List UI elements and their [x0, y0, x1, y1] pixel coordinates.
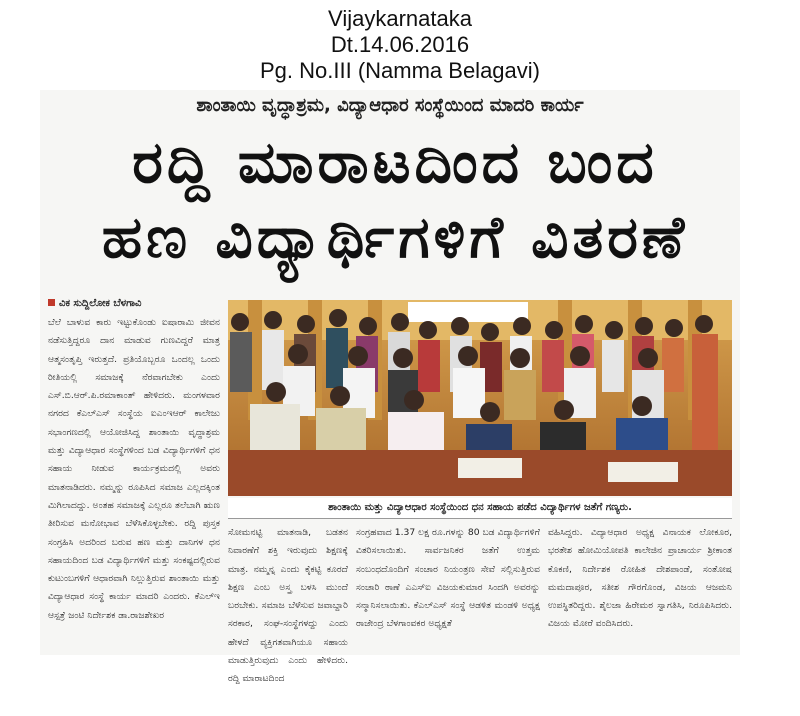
headline-line-2: ಹಣ ವಿದ್ಯಾರ್ಥಿಗಳಿಗೆ ವಿತರಣೆ [101, 203, 689, 271]
column-1-text: ಬೆಲೆ ಬಾಳುವ ಕಾರು ಇಟ್ಟುಕೊಂಡು ಐಷಾರಾಮಿ ಜೀವನ ನಡೆಸುತ್ತಿದ್ದರೂ ದಾನ ಮಾಡುವ ಗುಣವಿದ್ದರೆ ಮಾತ್ರ ಆತ್ಮಸಂತೃಪ್ತಿ ಇರುತ್ತದೆ. ಪ್ರತಿಯೊಬ್ಬರೂ ಒಂದಲ್ಲ ಒಂದು ರೀತಿಯಲ್ಲಿ ಸಮಾಜಕ್ಕೆ ನೆರವಾಗಬೇಕು ಎಂದು ಎಸ್.ಬಿ.ಆರ್.ಪಿ.ರಮಾಕಾಂತ್ ಹೇಳಿದರು. ಮಂಗಳವಾರ ನಗರದ ಕೆಎಲ್‌ಎಸ್ ಸಂಸ್ಥೆಯ ಐಎಂಇಆರ್ ಕಾಲೇಜು ಸಭಾಂಗಣದಲ್ಲಿ ಆಯೋಜಿಸಿದ್ದ ಶಾಂತಾಯಿ ವೃದ್ಧಾಶ್ರಮ ಮತ್ತು ವಿದ್ಯಾಆಧಾರ ಸಂಸ್ಥೆಗಳಿಂದ ಬಡ ವಿದ್ಯಾರ್ಥಿಗಳಿಗೆ ಧನ ಸಹಾಯ ನೀಡುವ ಕಾರ್ಯಕ್ರಮದಲ್ಲಿ ಅವರು ಮಾತನಾಡಿದರು. ನಮ್ಮನ್ನು ರೂಪಿಸಿದ ಸಮಾಜ ಎಲ್ಲದಕ್ಕಿಂತ ಮಿಗಿಲಾದದ್ದು. ಅಂತಹ ಸಮಾಜಕ್ಕೆ ಎಲ್ಲರೂ ತಲೆಬಾಗಿ ಋಣ ತೀರಿಸುವ ಮನೋಭಾವ ಬೆಳೆಸಿಕೊಳ್ಳಬೇಕು. ರದ್ದಿ ಪುಸ್ತಕ ಸಂಗ್ರಹಿಸಿ ಅದರಿಂದ ಬರುವ ಹಣ ಮತ್ತು ದಾನಿಗಳ ಧನ ಸಹಾಯದಿಂದ ಬಡ ವಿದ್ಯಾರ್ಥಿಗಳಿಗೆ ಮತ್ತು ಸಂಕಷ್ಟದಲ್ಲಿರುವ ಕುಟುಂಬಗಳಿಗೆ ಆಧಾರವಾಗಿ ನಿಲ್ಲುತ್ತಿರುವ ಶಾಂತಾಯಿ ಮತ್ತು ವಿದ್ಯಾಆಧಾರ ಸಂಸ್ಥೆ ಕಾರ್ಯ ಮಾದರಿ ಎಂದರು. ಕೆಎಲ್‌ಇ ಆಸ್ಪತ್ರೆ ಜಂಟಿ ನಿರ್ದೇಶಕ ಡಾ.ರಾಜಶೇಖರ [48, 317, 220, 621]
byline-text: ವಿಕ ಸುದ್ದಿಲೋಕ ಬೆಳಗಾವಿ [59, 298, 142, 309]
article-column-3 [356, 524, 540, 652]
photo-caption: ಶಾಂತಾಯಿ ಮತ್ತು ವಿದ್ಯಾಆಧಾರ ಸಂಸ್ಥೆಯಿಂದ ಧನ ಸಹಾಯ ಪಡೆದ ವಿದ್ಯಾರ್ಥಿಗಳ ಜತೆಗೆ ಗಣ್ಯರು. [228, 498, 732, 518]
byline [48, 298, 141, 309]
page-reference: Pg. No.III (Namma Belagavi) [260, 58, 540, 83]
article-column-2 [228, 524, 348, 685]
article-kicker: ಶಾಂತಾಯಿ ವೃದ್ಧಾಶ್ರಮ, ವಿದ್ಯಾಆಧಾರ ಸಂಸ್ಥೆಯಿಂದ ಮಾದರಿ ಕಾರ್ಯ [196, 95, 584, 116]
headline-line-1: ರದ್ದಿ ಮಾರಾಟದಿಂದ ಬಂದ [132, 128, 658, 196]
newspaper-name: Vijaykarnataka [328, 6, 472, 31]
publication-date: Dt.14.06.2016 [330, 32, 470, 57]
column-4-text: ವಹಿಸಿದ್ದರು. ವಿದ್ಯಾಆಧಾರ ಅಧ್ಯಕ್ಷ ವಿನಾಯಕ ಲೋಕೂರ, ಭರತೇಶ ಹೋಮಿಯೋಪತಿ ಕಾಲೇಜಿನ ಪ್ರಾಚಾರ್ಯ ಶ್ರೀಕಾಂತ ಕೊಕಣಿ, ನಿರ್ದೇಶಕ ರೋಹಿತ ದೇಶಪಾಂಡೆ, ಸಂತೋಷ ಮಮದಾಪೂರ, ಸತೀಶ ಗೌರಗೊಂಡ, ವಿಜಯ ಆಜಮನಿ ಉಪಸ್ಥಿತರಿದ್ದರು. ಶೈಲಜಾ ಹಿರೇಮಠ ಸ್ವಾಗತಿಸಿ, ನಿರೂಪಿಸಿದರು. ವಿಜಯ ಮೋರೆ ವಂದಿಸಿದರು. [548, 527, 732, 630]
caption-divider [228, 518, 732, 519]
article-column-4 [548, 524, 732, 652]
column-3-text: ಸಂಗ್ರಹವಾದ 1.37 ಲಕ್ಷ ರೂ.ಗಳನ್ನು 80 ಬಡ ವಿದ್ಯಾರ್ಥಿಗಳಿಗೆ ವಿತರಿಸಲಾಯಿತು. ಸಾರ್ವಜನಿಕರ ಜತೆಗೆ ಉತ್ತಮ ಸಂಬಂಧದೊಂದಿಗೆ ಸಂಚಾರ ನಿಯಂತ್ರಣ ಸೇವೆ ಸಲ್ಲಿಸುತ್ತಿರುವ ಸಂಚಾರಿ ಠಾಣೆ ಎಎಸ್ಐ ವಿಜಯಕುಮಾರ ಸಿಂದಗಿ ಅವರನ್ನು ಸನ್ಮಾನಿಸಲಾಯಿತು. ಕೆಎಲ್‌ಎಸ್ ಸಂಸ್ಥೆ ಆಡಳಿತ ಮಂಡಳಿ ಅಧ್ಯಕ್ಷ ರಾಜೇಂದ್ರ ಬೆಳಗಾಂವಕರ ಅಧ್ಯಕ್ಷತೆ [356, 527, 540, 630]
byline-marker [48, 299, 55, 306]
column-2-text: ಸೋಮನಟ್ಟಿ ಮಾತನಾಡಿ, ಬಡತನ ನಿವಾರಣೆಗೆ ಶಕ್ತಿ ಇರುವುದು ಶಿಕ್ಷಣಕ್ಕೆ ಮಾತ್ರ. ನಮ್ಮನ್ನ ಎಂದು ಕೈಕಟ್ಟಿ ಕೂರದೆ ಶಿಕ್ಷಣ ಎಂಬ ಅಸ್ತ್ರ ಬಳಸಿ ಮುಂದೆ ಬರಬೇಕು. ಸಮಾಜ ಬೆಳೆಸುವ ಜವಾಬ್ದಾರಿ ಸರಕಾರ, ಸಂಘ-ಸಂಸ್ಥೆಗಳದ್ದು ಎಂದು ಹೇಳದೆ ವ್ಯಕ್ತಿಗತವಾಗಿಯೂ ಸಹಾಯ ಮಾಡುತ್ತಿರುವುದು ಎಂದು ಹೇಳಿದರು. ರದ್ದಿ ಮಾರಾಟದಿಂದ [228, 527, 348, 685]
group-photo-illustration [228, 300, 732, 496]
event-photo [228, 300, 732, 496]
article-column-1 [48, 314, 220, 646]
